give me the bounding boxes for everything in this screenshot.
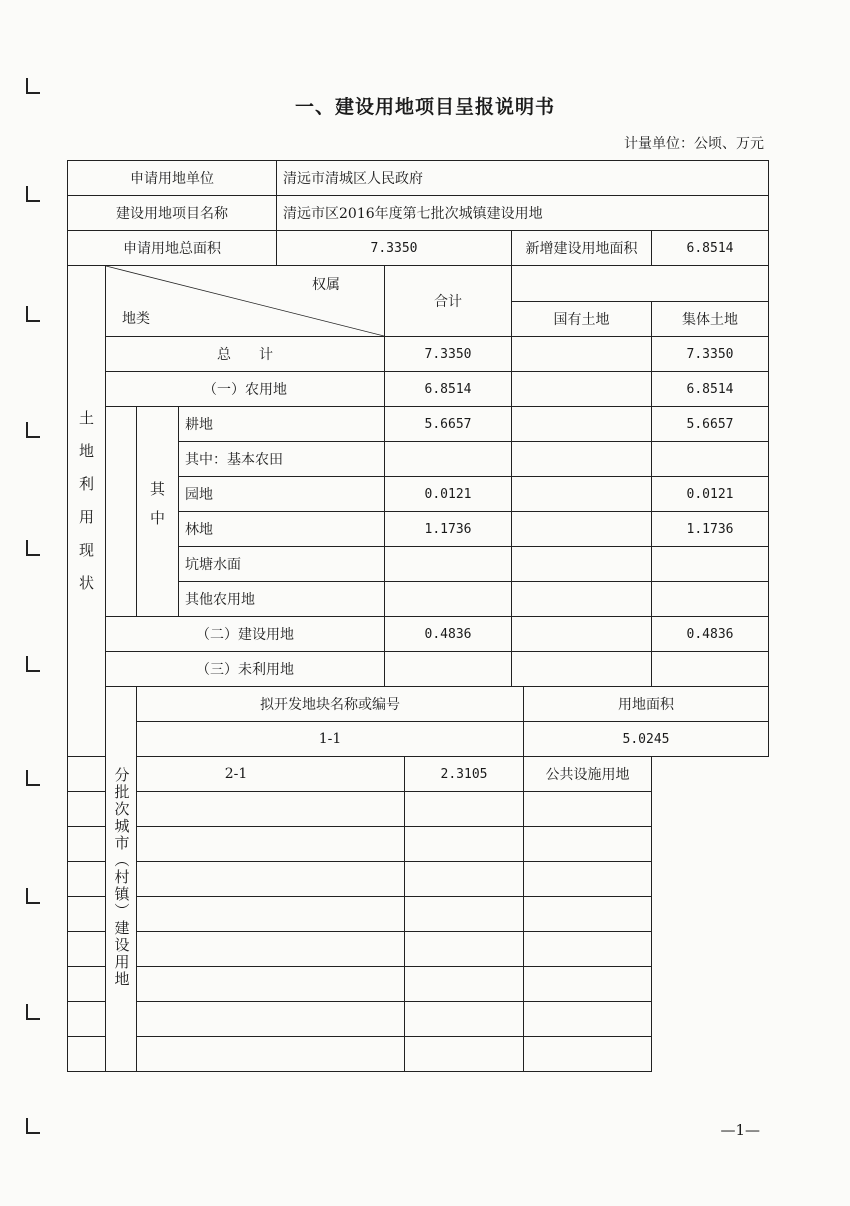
applicant-row <box>68 161 769 196</box>
project-label: 建设用地项目名称 <box>68 196 277 231</box>
page-number: —1— <box>720 1121 760 1139</box>
binder-mark <box>26 186 40 202</box>
applicant-value: 清远市清城区人民政府 <box>277 161 769 196</box>
binder-mark <box>26 306 40 322</box>
row-label: 坑塘水面 <box>179 547 385 582</box>
row-collective-value: 6.8514 <box>652 372 769 407</box>
row-total-value: 7.3350 <box>385 337 512 372</box>
row-total-value: 6.8514 <box>385 372 512 407</box>
land-application-form <box>67 160 769 1072</box>
plot-area: 2.3105 <box>405 757 524 792</box>
header-collective: 集体土地 <box>652 301 769 337</box>
header-state: 国有土地 <box>512 301 652 337</box>
area-row <box>68 231 769 266</box>
binder-mark <box>26 78 40 94</box>
binder-mark <box>26 888 40 904</box>
row-collective-value: 0.0121 <box>652 477 769 512</box>
diagonal-header-cell <box>106 266 385 337</box>
header-blank <box>512 266 769 302</box>
row-collective-value <box>652 582 769 617</box>
plot-row-empty <box>68 1037 769 1072</box>
plot-area: 5.0245 <box>524 722 769 757</box>
total-area-value: 7.3350 <box>277 231 512 266</box>
row-state-value <box>512 582 652 617</box>
row-collective-value <box>652 442 769 477</box>
binder-mark <box>26 540 40 556</box>
of-which-label: 其中 <box>137 407 179 617</box>
plot-row-empty <box>68 792 769 827</box>
page-title: 一、建设用地项目呈报说明书 <box>294 96 555 118</box>
row-collective-value <box>652 652 769 687</box>
row-total-value <box>385 547 512 582</box>
row-total-value: 5.6657 <box>385 407 512 442</box>
row-total-value <box>385 652 512 687</box>
plot-name: 1-1 <box>137 722 524 757</box>
binder-mark <box>26 1118 40 1134</box>
plot-header-area: 用地面积 <box>524 687 769 722</box>
plot-row-empty <box>68 827 769 862</box>
new-area-label: 新增建设用地面积 <box>512 231 652 266</box>
plot-row <box>68 722 769 757</box>
applicant-label: 申请用地单位 <box>68 161 277 196</box>
row-state-value <box>512 442 652 477</box>
plot-row-empty <box>68 967 769 1002</box>
row-state-value <box>512 337 652 372</box>
row-total <box>68 337 769 372</box>
row-collective-value: 5.6657 <box>652 407 769 442</box>
unit-label: 计量单位：公顷、万元 <box>624 136 764 152</box>
row-label: （一）农用地 <box>106 372 385 407</box>
row-label: （三）未利用地 <box>106 652 385 687</box>
row-collective-value: 7.3350 <box>652 337 769 372</box>
row-total-value: 0.4836 <box>385 617 512 652</box>
header-landtype: 地类 <box>122 311 150 327</box>
new-area-value: 6.8514 <box>652 231 769 266</box>
header-ownership: 权属 <box>312 277 340 293</box>
row-state-value <box>512 617 652 652</box>
project-value: 清远市区2016年度第七批次城镇建设用地 <box>277 196 769 231</box>
plot-header-name: 拟开发地块名称或编号 <box>137 687 524 722</box>
total-area-label: 申请用地总面积 <box>68 231 277 266</box>
row-label: （二）建设用地 <box>106 617 385 652</box>
row-label: 耕地 <box>179 407 385 442</box>
plot-use: 公共设施用地 <box>524 757 652 792</box>
row-total-value <box>385 582 512 617</box>
row-label: 其他农用地 <box>179 582 385 617</box>
blank-indent-cell <box>106 407 137 617</box>
row-construct <box>68 617 769 652</box>
row-collective-value <box>652 547 769 582</box>
plot-row-empty <box>68 932 769 967</box>
plot-row-empty <box>68 1002 769 1037</box>
project-row <box>68 196 769 231</box>
plot-row-empty <box>68 897 769 932</box>
row-state-value <box>512 512 652 547</box>
plot-row-empty <box>68 862 769 897</box>
binder-mark <box>26 422 40 438</box>
plot-name: 2-1 <box>68 757 405 792</box>
row-label: 林地 <box>179 512 385 547</box>
row-state-value <box>512 652 652 687</box>
binder-mark <box>26 770 40 786</box>
row-total-value: 0.0121 <box>385 477 512 512</box>
batch-section-label: 分批次城市（村镇）建设用地 <box>106 687 137 1072</box>
row-state-value <box>512 477 652 512</box>
row-collective-value: 0.4836 <box>652 617 769 652</box>
row-agri <box>68 372 769 407</box>
row-state-value <box>512 372 652 407</box>
landuse-section-label: 土地利用现状 <box>68 266 106 757</box>
row-total-value <box>385 442 512 477</box>
row-state-value <box>512 407 652 442</box>
row-total-value: 1.1736 <box>385 512 512 547</box>
binder-mark <box>26 1004 40 1020</box>
row-label: 总 计 <box>106 337 385 372</box>
plot-row <box>68 757 769 792</box>
row-collective-value: 1.1736 <box>652 512 769 547</box>
landuse-header-row <box>68 266 769 302</box>
row-arable <box>68 407 769 442</box>
header-total: 合计 <box>385 266 512 337</box>
row-label: 其中：基本农田 <box>179 442 385 477</box>
row-state-value <box>512 547 652 582</box>
row-label: 园地 <box>179 477 385 512</box>
plot-header-row <box>68 687 769 722</box>
row-unused <box>68 652 769 687</box>
binder-mark <box>26 656 40 672</box>
